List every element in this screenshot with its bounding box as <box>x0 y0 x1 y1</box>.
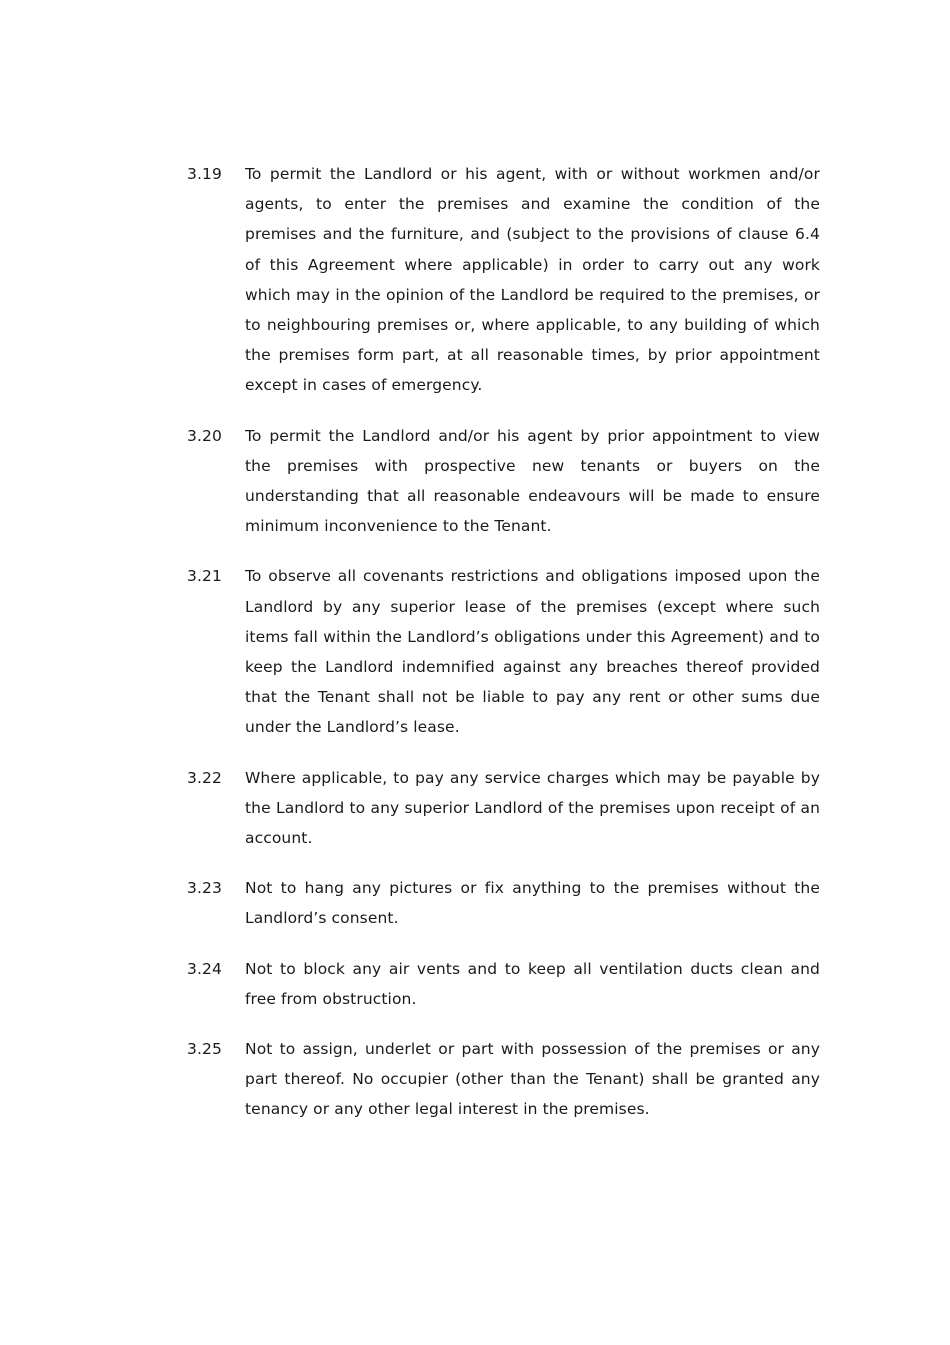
clause-3-23 <box>187 873 820 933</box>
clause-number: 3.23 <box>187 879 222 898</box>
clause-number: 3.21 <box>187 567 222 586</box>
clause-text: Not to assign, underlet or part with possession of the premises or any part thereof. No occupier (other than the Tenant) shall be granted any tenancy or any other legal interest in the premises. <box>245 1040 820 1119</box>
clause-text: To observe all covenants restrictions and obligations imposed upon the Landlord by any superior lease of the premises (except where such items fall within the Landlord’s obligations under this Agreement) and to keep the Landlord indemnified against any breaches thereof provided that the Tenant shall not be liable to pay any rent or other sums due under the Landlord’s lease. <box>245 567 820 737</box>
clause-3-25 <box>187 1034 820 1125</box>
clause-text: To permit the Landlord or his agent, with or without workmen and/or agents, to enter the premises and examine the condition of the premises and the furniture, and (subject to the provisions of clause 6.4 of this Agreement where applicable) in order to carry out any work which may in the opinion of the Landlord be required to the premises, or to neighbouring premises or, where applicable, to any building of which the premises form part, at all reasonable times, by prior appointment except in cases of emergency. <box>245 165 820 395</box>
clause-number: 3.19 <box>187 165 222 183</box>
clause-3-20 <box>187 421 820 542</box>
clause-number: 3.20 <box>187 426 222 445</box>
clause-list <box>187 159 820 1145</box>
clause-number: 3.25 <box>187 1040 222 1059</box>
clause-text: Where applicable, to pay any service charges which may be payable by the Landlord to any superior Landlord of the premises upon receipt of an account. <box>245 768 820 848</box>
clause-3-21 <box>187 561 820 742</box>
clause-3-19 <box>187 159 820 401</box>
clause-text: Not to hang any pictures or fix anything to the premises without the Landlord’s consent. <box>245 879 820 928</box>
clause-number: 3.24 <box>187 959 222 978</box>
clause-text: To permit the Landlord and/or his agent by prior appointment to view the premises with prospective new tenants or buyers on the understanding that all reasonable endeavours will be made to ensure minimum inconvenience to the Tenant. <box>245 426 820 536</box>
clause-number: 3.22 <box>187 768 222 787</box>
clause-3-24 <box>187 954 820 1014</box>
clause-text: Not to block any air vents and to keep all ventilation ducts clean and free from obstruction. <box>245 959 820 1008</box>
clause-3-22 <box>187 763 820 854</box>
